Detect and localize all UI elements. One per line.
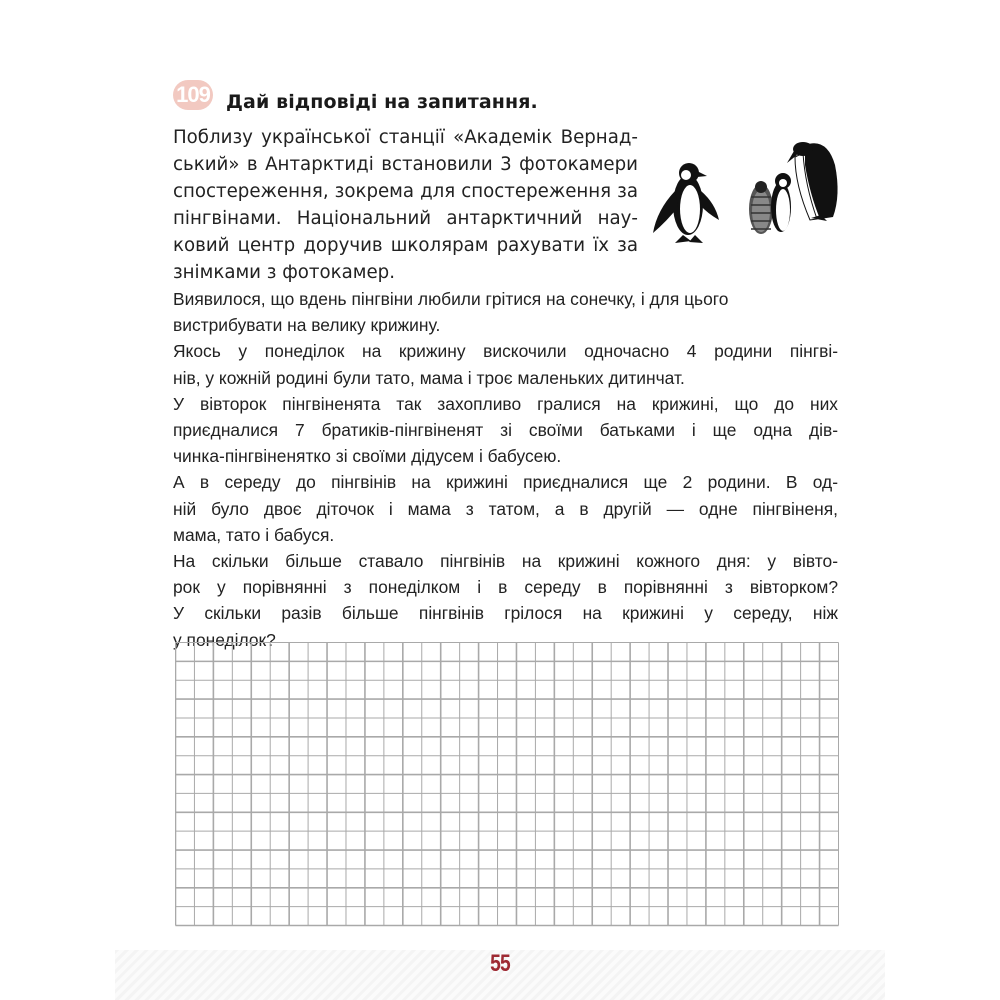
intro-line: пінгвінами. Національний антарктичний нау- — [173, 208, 638, 229]
body-line: У вівторок пінгвіненята так захопливо гралися на крижині, що до них — [173, 393, 838, 414]
body-line: У скільки разів більше пінгвінів грілося на крижині у середу, ніж — [173, 603, 838, 624]
body-line: Виявилося, що вдень пінгвіни любили грітися на сонечку, і для цього — [173, 289, 729, 309]
task-body — [173, 286, 838, 653]
body-line: нів, у кожній родині були тато, мама і троє маленьких дитинчат. — [173, 367, 685, 388]
penguin-adult-icon — [787, 142, 838, 221]
intro-line: спостереження, зокрема для спостереження за — [173, 181, 638, 202]
intro-line: ковий центр доручив школярам рахувати їх за — [173, 235, 638, 256]
intro-line: знімками з фотокамер. — [173, 262, 396, 283]
intro-line: Поблизу української станції «Академік Вернад- — [173, 127, 638, 148]
body-line: у понеділок? — [173, 629, 276, 650]
body-line: рок у порівнянні з понеділком і в середу в порівнянні з вівторком? — [173, 577, 838, 598]
task-number-badge: 109 — [173, 80, 213, 110]
penguins-illustration — [645, 125, 845, 250]
answer-grid[interactable] — [175, 642, 839, 927]
body-line: приєдналися 7 братиків-пінгвіненят зі своїми батьками і ще одна дів- — [173, 420, 838, 441]
body-line: вистрибувати на велику крижину. — [173, 315, 441, 336]
intro-line: ський» в Антарктиді встановили 3 фотокамери — [173, 154, 638, 175]
body-line: чинка-пінгвіненятко зі своїми дідусем і бабусею. — [173, 446, 562, 467]
page-number: 55 — [490, 950, 510, 977]
body-line: На скільки більше ставало пінгвінів на крижині кожного дня: у вівто- — [173, 551, 838, 572]
body-line: ній було двоє діточок і мама з татом, а в другій — одне пінгвіненя, — [173, 498, 838, 519]
body-line: Якось у понеділок на крижину вискочили одночасно 4 родини пінгві- — [173, 341, 838, 362]
penguin-chick-icon — [771, 173, 791, 232]
intro-paragraph — [173, 124, 638, 286]
penguin-chick-icon — [749, 181, 773, 234]
task-title: Дай відповіді на запитання. — [226, 91, 538, 113]
body-line: мама, тато і бабуся. — [173, 524, 335, 545]
body-line: А в середу до пінгвінів на крижині приєдналися ще 2 родини. В од- — [173, 472, 838, 493]
penguin-left-icon — [653, 163, 719, 243]
